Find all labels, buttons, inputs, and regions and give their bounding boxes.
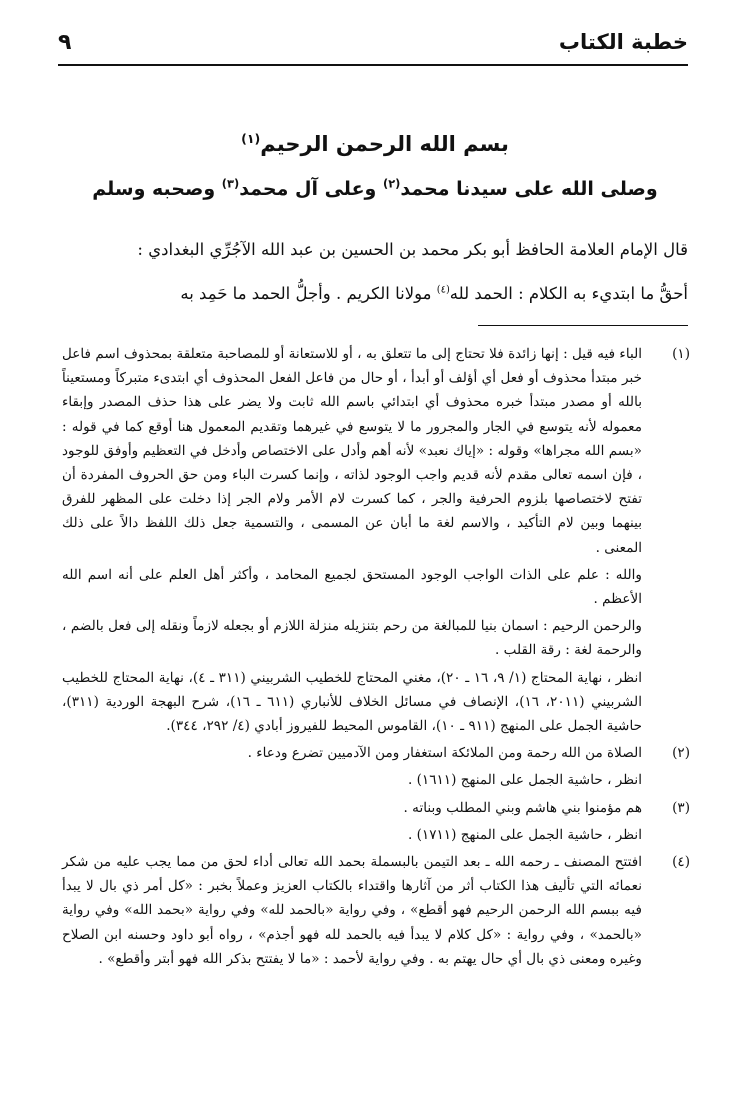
footnote-paragraph: الصلاة من الله رحمة ومن الملائكة استغفار ومن الآدميين تضرع ودعاء .: [247, 745, 642, 762]
footnote-paragraph: هم مؤمنوا بني هاشم وبني المطلب وبناته .: [403, 799, 642, 816]
footnote-body: [62, 850, 642, 974]
footnote-ref-4[interactable]: (٤): [436, 284, 450, 296]
footnote-number: (٣): [672, 799, 690, 816]
footnote-number: (٤): [672, 854, 690, 871]
chapter-title: خطبة الكتاب: [558, 30, 688, 54]
footnote-1: [62, 342, 690, 741]
footnote-3: [62, 796, 690, 850]
running-header: [58, 30, 688, 62]
salawat-text-3: وصحبه وسلم: [92, 178, 222, 200]
salawat-text-1: وصلى الله على سيدنا محمد: [400, 178, 658, 200]
footnote-body: [62, 796, 642, 850]
footnote-separator: [478, 325, 688, 326]
footnote-body: [62, 342, 642, 741]
body-line-2-start: أحقُّ ما ابتديء به الكلام : الحمد لله: [449, 284, 688, 303]
basmala-text: بسم الله الرحمن الرحيم: [260, 132, 509, 156]
footnote-ref-2[interactable]: (٢): [382, 176, 401, 191]
salawat-text-2: وعلى آل محمد: [239, 178, 383, 200]
main-text: [62, 228, 688, 316]
body-line-2-end: مولانا الكريم . وأجلُّ الحمد ما حَمِد به: [180, 284, 437, 303]
footnote-4: [62, 850, 690, 974]
footnote-number: (١): [672, 346, 690, 362]
footnote-ref-1[interactable]: (١): [241, 131, 261, 146]
footnote-paragraph: انظر ، حاشية الجمل على المنهج (١٦١١) .: [407, 772, 642, 789]
footnote-paragraph: انظر ، حاشية الجمل على المنهج (١٧١١) .: [407, 826, 642, 843]
footnote-number: (٢): [672, 745, 690, 762]
header-rule: [58, 64, 688, 66]
body-line-1: قال الإمام العلامة الحافظ أبو بكر محمد بن الحسين بن عبد الله الآجُرِّي البغدادي :: [137, 240, 688, 259]
footnote-paragraph: افتتح المصنف ـ رحمه الله ـ بعد التيمن بالبسملة بحمد الله تعالى أداء لحق من مما يجب عليه من شكر نعمائه التي تأليف هذا الكتاب أثر من آثارها واقتداء بالكتاب العزيز وعملاً بخبر : «كل أمر ذي بال لا يبدأ فيه ببسم الله الرحمن الرحيم فهو أقطع» ، وفي رواية «بالحمد لله» وفي رواية «بحمد الله» وفي رواية «بالحمد» ، وفي رواية : «كل كلام لا يبدأ فيه بالحمد لله فهو أجذم» ، رواه أبو داود وحسنه ابن الصلاح وغيره ومعنى ذي بال أي حال يهتم به . وفي رواية لأحمد : «ما لا يفتتح بذكر الله فهو أبتر وأقطع» .: [62, 854, 642, 967]
footnote-ref-3[interactable]: (٣): [221, 176, 240, 191]
page-number: ٩: [58, 30, 72, 55]
footnote-2: [62, 741, 690, 795]
salawat-heading: [60, 178, 690, 200]
footnote-paragraph: والرحمن الرحيم : اسمان بنيا للمبالغة من رحم بتنزيله منزلة اللازم أو بجعله لازماً ونقله إلى فعل بالضم ، والرحمة لغة : رقة القلب .: [62, 618, 642, 659]
basmala-heading: [60, 132, 690, 156]
body-line-2: [62, 272, 688, 316]
footnote-body: [62, 741, 642, 795]
footnote-paragraph: الباء فيه قيل : إنها زائدة فلا تحتاج إلى ما تتعلق به ، أو للاستعانة أو للمصاحبة متعلقة بمحذوف اسم فاعل خبر مبتدأ محذوف أو فعل أي أؤلف أو أبدأ ، أو حال من فاعل الفعل المحذوف أي ابتدىء متبركاً ومستعيناً بالله أو مصدر مبتدأ خبره محذوف أي ابتدائي باسم الله ثابت ولا يضر على هذا حذف المصدر وإبقاء معموله لأنه يتوسع في الجار والمجرور ما لا يتوسع في غيرهما وتقديم المعمول هنا أوقع كما في قوله : «بسم الله مجراها» وقوله : «إياك نعبد» لأنه أهم وأدل على الاختصاص وأدخل في التعظيم وأوفق للوجود ، فإن اسمه تعالى مقدم لأنه قديم واجب الوجود لذاته ، وإنما كسرت الباء ومن حق الحروف المفردة أن تفتح لاختصاصها بلزوم الحرفية والجر ، كما كسرت لام الأمر ولام الجر إذا دخلت على المظهر للفرق بينهما وبين لام التأكيد ، والاسم لغة ما أبان عن المسمى ، والتسمية جعل ذلك اللفظ دالاً على ذلك المعنى .: [62, 346, 642, 556]
footnotes: [62, 342, 690, 974]
footnote-paragraph: والله : علم على الذات الواجب الوجود المستحق لجميع المحامد ، وأكثر أهل العلم على أنه اسم الله الأعظم .: [62, 566, 642, 608]
footnote-paragraph: انظر ، نهاية المحتاج (١/ ٩، ١٦ ـ ٢٠)، مغني المحتاج للخطيب الشربيني (٣١١ ـ ٤)، نهاية المحتاج للخطيب الشربيني (٢٠١١، ١٦)، الإنصاف في مسائل الخلاف للأنباري (٦١١ ـ ١٦)، شرح البهجة الوردية (٣١١)، حاشية الجمل على المنهج (٩١١ ـ ١٠)، القاموس المحيط للفيروز أبادي (٤/ ٢٩٢، ٣٤٤).: [62, 669, 643, 735]
